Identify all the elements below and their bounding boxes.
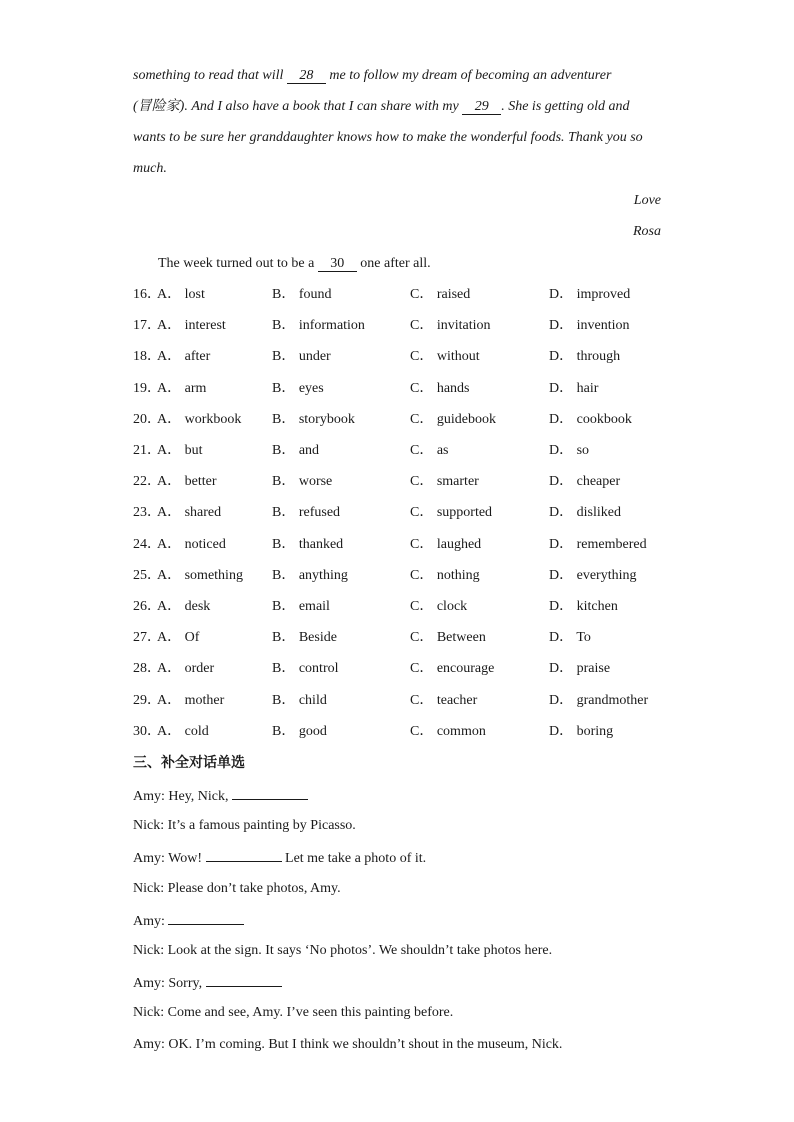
- option-a[interactable]: A． order: [157, 661, 215, 677]
- option-a[interactable]: A． cold: [157, 723, 209, 739]
- dialogue-line: [133, 817, 356, 835]
- option-b[interactable]: B． child: [272, 692, 327, 708]
- passage-text: (冒险家). And I also have a book that I can share with my: [133, 99, 463, 114]
- question-number: 18．: [133, 349, 161, 365]
- question-row: [133, 286, 673, 304]
- passage-text: The week turned out to be a: [158, 256, 318, 271]
- passage-line-4: much.: [133, 161, 167, 176]
- question-row: [133, 473, 673, 491]
- question-row: [133, 380, 673, 398]
- letter-signoff: Love: [633, 193, 661, 208]
- option-d[interactable]: D． cheaper: [549, 474, 621, 490]
- question-row: [133, 536, 673, 554]
- question-number: 20．: [133, 411, 161, 427]
- dialogue-text: Nick: Look at the sign. It says ‘No photos’. We shouldn’t take photos here.: [133, 943, 553, 958]
- question-number: 21．: [133, 443, 161, 458]
- option-c[interactable]: C． invitation: [410, 318, 491, 334]
- option-d[interactable]: D． praise: [549, 661, 611, 677]
- blank-29: [462, 99, 501, 115]
- option-d[interactable]: D． improved: [549, 287, 631, 302]
- answer-blank[interactable]: [168, 911, 244, 925]
- answer-blank[interactable]: [206, 848, 282, 862]
- passage-text: . She is getting old and: [501, 99, 630, 114]
- option-a[interactable]: A． Of: [157, 630, 200, 646]
- blank-28: [287, 68, 326, 84]
- option-c[interactable]: C． Between: [410, 630, 486, 646]
- question-row: [133, 692, 673, 710]
- question-row: [133, 629, 673, 647]
- dialogue-text: Amy: Wow!: [133, 851, 206, 867]
- option-c[interactable]: C． encourage: [410, 661, 495, 677]
- dialogue-text: Nick: Please don’t take photos, Amy.: [133, 880, 341, 896]
- option-d[interactable]: D． through: [549, 349, 621, 365]
- dialogue-text: Let me take a photo of it.: [281, 851, 427, 867]
- option-a[interactable]: A． workbook: [157, 411, 242, 427]
- dialogue-text: Amy:: [133, 913, 169, 929]
- option-c[interactable]: C． without: [410, 349, 480, 365]
- option-b[interactable]: B． email: [272, 599, 330, 614]
- option-c[interactable]: C． nothing: [410, 567, 480, 583]
- option-c[interactable]: C． as: [410, 443, 449, 458]
- dialogue-line: [133, 973, 282, 993]
- question-row: [133, 598, 673, 616]
- option-a[interactable]: A． desk: [157, 599, 211, 614]
- question-number: 30．: [133, 723, 161, 739]
- letter-signature: Rosa: [633, 224, 661, 239]
- passage-line-2: [133, 98, 630, 116]
- blank-30: [318, 256, 357, 272]
- dialogue-line: [133, 1036, 562, 1054]
- option-d[interactable]: D． remembered: [549, 536, 647, 552]
- question-row: [133, 660, 673, 678]
- option-a[interactable]: A． mother: [157, 692, 225, 708]
- question-row: [133, 348, 673, 366]
- passage-text: me to follow my dream of becoming an adventurer: [325, 68, 612, 83]
- option-c[interactable]: C． common: [410, 723, 486, 739]
- question-number: 24．: [133, 536, 161, 552]
- section-heading: 三、补全对话单选: [133, 755, 245, 771]
- option-b[interactable]: B． control: [272, 661, 339, 677]
- option-d[interactable]: D． invention: [549, 318, 630, 334]
- dialogue-line: [133, 880, 341, 898]
- option-a[interactable]: A． after: [157, 349, 211, 365]
- dialogue-line: [133, 942, 552, 960]
- option-a[interactable]: A． noticed: [157, 536, 226, 552]
- option-c[interactable]: C． raised: [410, 287, 471, 302]
- dialogue-line: [133, 1004, 453, 1022]
- passage-text: something to read that will: [133, 68, 287, 83]
- question-row: [133, 504, 673, 522]
- option-b[interactable]: B． information: [272, 318, 365, 334]
- dialogue-line: [133, 786, 308, 806]
- question-row: [133, 442, 673, 460]
- option-b[interactable]: B． storybook: [272, 411, 355, 427]
- option-c[interactable]: C． teacher: [410, 692, 478, 708]
- dialogue-line: [133, 911, 244, 931]
- dialogue-line: [133, 848, 426, 868]
- question-number: 19．: [133, 380, 161, 396]
- dialogue-text: Nick: Come and see, Amy. I’ve seen this painting before.: [133, 1005, 454, 1021]
- dialogue-text: Amy: Sorry,: [133, 976, 206, 992]
- option-b[interactable]: B． worse: [272, 474, 333, 490]
- dialogue-text: Nick: It’s a famous painting by Picasso.: [133, 818, 356, 834]
- option-d[interactable]: D． so: [549, 443, 590, 458]
- option-c[interactable]: C． smarter: [410, 474, 479, 490]
- question-number: 16．: [133, 287, 161, 302]
- option-c[interactable]: C． hands: [410, 380, 470, 396]
- option-d[interactable]: D． disliked: [549, 505, 621, 521]
- question-number: 28．: [133, 661, 161, 677]
- option-b[interactable]: B． and: [272, 443, 320, 458]
- question-number: 29．: [133, 692, 161, 708]
- blank-number: 30: [330, 256, 345, 271]
- option-a[interactable]: A． lost: [157, 287, 205, 302]
- option-d[interactable]: D． To: [549, 630, 591, 646]
- option-b[interactable]: B． found: [272, 287, 332, 302]
- answer-blank[interactable]: [232, 786, 308, 800]
- question-number: 23．: [133, 505, 161, 521]
- option-c[interactable]: C． laughed: [410, 536, 482, 552]
- question-number: 27．: [133, 630, 161, 646]
- passage-line-3: wants to be sure her granddaughter knows how to make the wonderful foods. Thank you so: [133, 130, 643, 145]
- option-b[interactable]: B． under: [272, 349, 331, 365]
- option-a[interactable]: A． shared: [157, 505, 222, 521]
- dialogue-text: Amy: OK. I’m coming. But I think we shouldn’t shout in the museum, Nick.: [133, 1036, 563, 1052]
- dialogue-text: Amy: Hey, Nick,: [133, 789, 233, 804]
- option-b[interactable]: B． refused: [272, 505, 341, 521]
- option-b[interactable]: B． eyes: [272, 380, 324, 396]
- passage-line-1: [133, 67, 611, 85]
- option-b[interactable]: B． thanked: [272, 536, 344, 552]
- passage-closing: [158, 255, 431, 273]
- answer-blank[interactable]: [206, 973, 282, 987]
- option-a[interactable]: A． arm: [157, 380, 207, 396]
- option-d[interactable]: D． grandmother: [549, 692, 649, 708]
- option-c[interactable]: C． clock: [410, 599, 468, 614]
- option-b[interactable]: B． good: [272, 723, 327, 739]
- option-d[interactable]: D． everything: [549, 567, 637, 583]
- option-a[interactable]: A． something: [157, 567, 243, 583]
- question-row: [133, 567, 673, 585]
- option-b[interactable]: B． anything: [272, 567, 348, 583]
- option-d[interactable]: D． kitchen: [549, 599, 618, 614]
- option-c[interactable]: C． guidebook: [410, 411, 496, 427]
- option-c[interactable]: C． supported: [410, 505, 493, 521]
- option-a[interactable]: A． interest: [157, 318, 226, 334]
- option-d[interactable]: D． hair: [549, 380, 599, 396]
- question-number: 22．: [133, 474, 161, 490]
- option-d[interactable]: D． cookbook: [549, 411, 632, 427]
- question-number: 25．: [133, 567, 161, 583]
- blank-number: 29: [474, 99, 489, 114]
- blank-number: 28: [299, 68, 314, 83]
- option-d[interactable]: D． boring: [549, 723, 614, 739]
- question-row: [133, 411, 673, 429]
- option-b[interactable]: B． Beside: [272, 630, 337, 646]
- passage-text: one after all.: [356, 256, 431, 271]
- question-row: [133, 317, 673, 335]
- question-number: 17．: [133, 318, 161, 334]
- question-row: [133, 723, 673, 741]
- option-a[interactable]: A． better: [157, 474, 217, 490]
- question-number: 26．: [133, 599, 161, 614]
- option-a[interactable]: A． but: [157, 443, 203, 458]
